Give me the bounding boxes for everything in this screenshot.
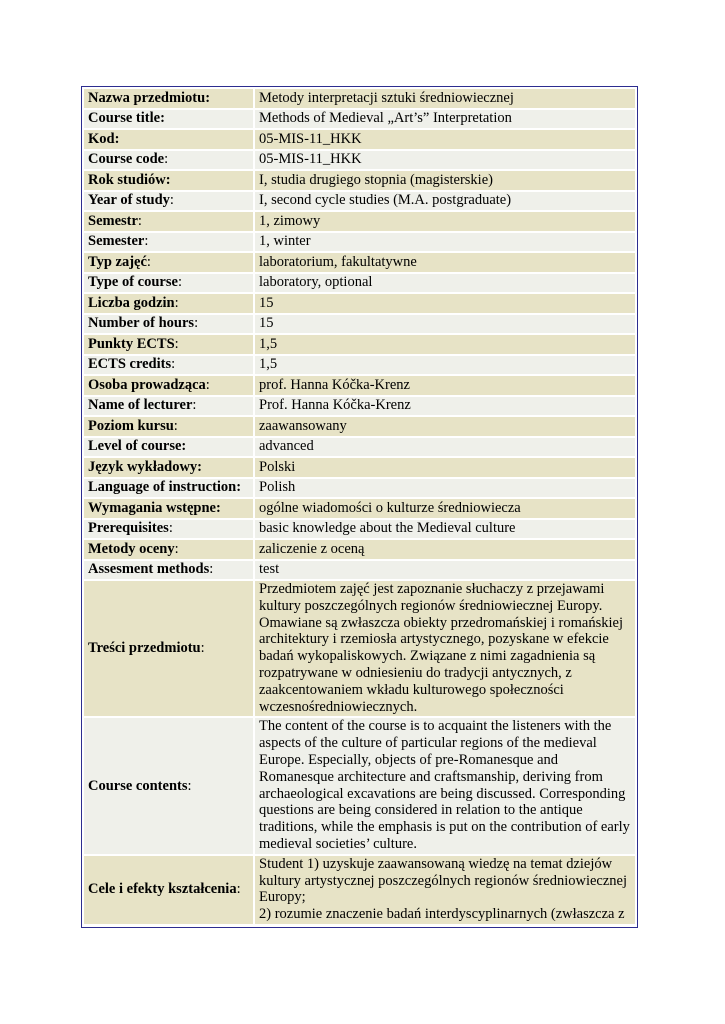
table-row [84,397,635,416]
field-value: I, second cycle studies (M.A. postgraduate) [255,192,635,211]
table-row [84,233,635,252]
field-value: advanced [255,438,635,457]
field-label-suffix: : [144,233,149,250]
field-label [84,718,253,853]
table-row [84,151,635,170]
field-label-bold: Level of course: [88,438,187,455]
field-label-bold: Course title: [88,110,165,127]
field-label [84,130,253,149]
field-value: 1,5 [255,335,635,354]
table-row [84,417,635,436]
field-label-bold: Punkty ECTS [88,335,175,352]
field-label [84,212,253,231]
field-value: basic knowledge about the Medieval culture [255,520,635,539]
table-row [84,130,635,149]
field-label [84,315,253,334]
table-row [84,212,635,231]
field-label-suffix: : [187,777,192,794]
field-label-suffix: : [146,253,151,270]
field-label [84,376,253,395]
field-value: 1, winter [255,233,635,252]
table-row [84,315,635,334]
field-value: 15 [255,315,635,334]
field-value: Polski [255,458,635,477]
field-label [84,253,253,272]
field-label-suffix: : [209,561,214,578]
field-label-suffix: : [174,540,179,557]
field-value: zaawansowany [255,417,635,436]
field-label-bold: Year of study [88,192,170,209]
syllabus-table [82,87,637,926]
field-label-suffix: : [164,151,169,168]
field-label [84,397,253,416]
field-label [84,438,253,457]
field-value: laboratorium, fakultatywne [255,253,635,272]
field-label [84,540,253,559]
field-label-bold: Semestr [88,212,138,229]
field-value: The content of the course is to acquaint the listeners with the aspects of the culture of particular regions of the medieval Europe. Especially, objects of pre-Romanesque and Romanesque architecture and craftsmanship, deriving from archaeological excavations are being discussed. Corresponding questions are being considered in relation to the antique traditions, while the emphasis is put on the contribution of early medieval societies’ culture. [255,718,635,853]
field-label [84,274,253,293]
table-row [84,274,635,293]
field-value: Polish [255,479,635,498]
field-value: 05-MIS-11_HKK [255,130,635,149]
field-label-suffix: : [168,520,173,537]
field-value: laboratory, optional [255,274,635,293]
field-label [84,89,253,108]
field-label-suffix: : [137,212,142,229]
field-label-suffix: : [205,376,210,393]
table-row [84,253,635,272]
field-label-bold: Metody oceny [88,540,175,557]
field-label [84,171,253,190]
table-row [84,520,635,539]
field-label-bold: Cele i efekty kształcenia [88,881,237,898]
field-label [84,561,253,580]
field-label [84,294,253,313]
field-label-bold: Osoba prowadząca [88,376,206,393]
field-label-suffix: : [200,640,205,657]
field-label-suffix: : [171,356,176,373]
field-label [84,233,253,252]
table-row [84,89,635,108]
table-row [84,479,635,498]
field-label-bold: ECTS credits [88,356,172,373]
table-row [84,171,635,190]
field-label [84,479,253,498]
field-label [84,458,253,477]
table-row [84,561,635,580]
table-row [84,335,635,354]
field-value: zaliczenie z oceną [255,540,635,559]
field-label-bold: Treści przedmiotu [88,640,201,657]
field-value: ogólne wiadomości o kulturze średniowiecza [255,499,635,518]
field-value: Student 1) uzyskuje zaawansowaną wiedzę na temat dziejów kultury artystycznej poszczególnych regionów średniowiecznej Europy; 2) rozumie znaczenie badań interdyscyplinarnych (zwłaszcza z [255,856,635,924]
field-label-bold: Type of course [88,274,178,291]
field-label-bold: Assesment methods [88,561,210,578]
field-value: Przedmiotem zajęć jest zapoznanie słuchaczy z przejawami kultury poszczególnych regionów średniowiecznej Europy. Omawiane są zwłaszcza obiekty przedromańskiej i romańskiej architektury i rzemiosła artystycznego, pozyskane w efekcie badań wykopaliskowych. Związane z nimi zagadnienia są rozpatrywane w odniesieniu do tradycji antycznych, z zaakcentowaniem wkładu kulturowego społeczności wczesnośredniowiecznych. [255,581,635,716]
field-value: Metody interpretacji sztuki średniowiecznej [255,89,635,108]
field-label-bold: Language of instruction: [88,479,242,496]
field-label-suffix: : [192,397,197,414]
field-label-bold: Semester [88,233,145,250]
field-label [84,417,253,436]
field-value: 05-MIS-11_HKK [255,151,635,170]
field-value: I, studia drugiego stopnia (magisterskie) [255,171,635,190]
field-label-bold: Poziom kursu [88,417,174,434]
table-row [84,376,635,395]
table-row [84,110,635,129]
table-row [84,438,635,457]
field-label-suffix: : [169,192,174,209]
field-label-bold: Course contents [88,777,188,794]
field-label [84,151,253,170]
field-label-bold: Number of hours [88,315,195,332]
field-label-bold: Name of lecturer [88,397,193,414]
table-row [84,718,635,853]
field-label [84,581,253,716]
table-row [84,856,635,924]
field-label-bold: Wymagania wstępne: [88,499,221,516]
field-label [84,499,253,518]
field-label-bold: Liczba godzin [88,294,175,311]
field-label-bold: Język wykładowy: [88,458,202,475]
field-value: test [255,561,635,580]
table-row [84,458,635,477]
table-row [84,499,635,518]
field-value: 1, zimowy [255,212,635,231]
field-label-bold: Kod: [88,130,120,147]
field-value: 1,5 [255,356,635,375]
field-label-bold: Nazwa przedmiotu: [88,89,211,106]
field-label-bold: Course code [88,151,165,168]
field-label [84,192,253,211]
field-label-suffix: : [173,417,178,434]
field-label-bold: Typ zajęć [88,253,147,270]
field-value: prof. Hanna Kóčka-Krenz [255,376,635,395]
field-label-bold: Prerequisites [88,520,169,537]
field-label-bold: Rok studiów: [88,171,171,188]
field-label [84,110,253,129]
field-label [84,335,253,354]
field-label [84,520,253,539]
table-row [84,192,635,211]
table-row [84,540,635,559]
field-label-suffix: : [194,315,199,332]
field-label-suffix: : [177,274,182,291]
table-row [84,356,635,375]
syllabus-body [84,89,635,924]
syllabus-frame [81,86,638,928]
field-value: Prof. Hanna Kóčka-Krenz [255,397,635,416]
field-label [84,856,253,924]
field-label [84,356,253,375]
table-row [84,581,635,716]
field-label-suffix: : [236,881,241,898]
field-label-suffix: : [174,335,179,352]
field-value: 15 [255,294,635,313]
table-row [84,294,635,313]
field-label-suffix: : [174,294,179,311]
field-value: Methods of Medieval „Art’s” Interpretation [255,110,635,129]
